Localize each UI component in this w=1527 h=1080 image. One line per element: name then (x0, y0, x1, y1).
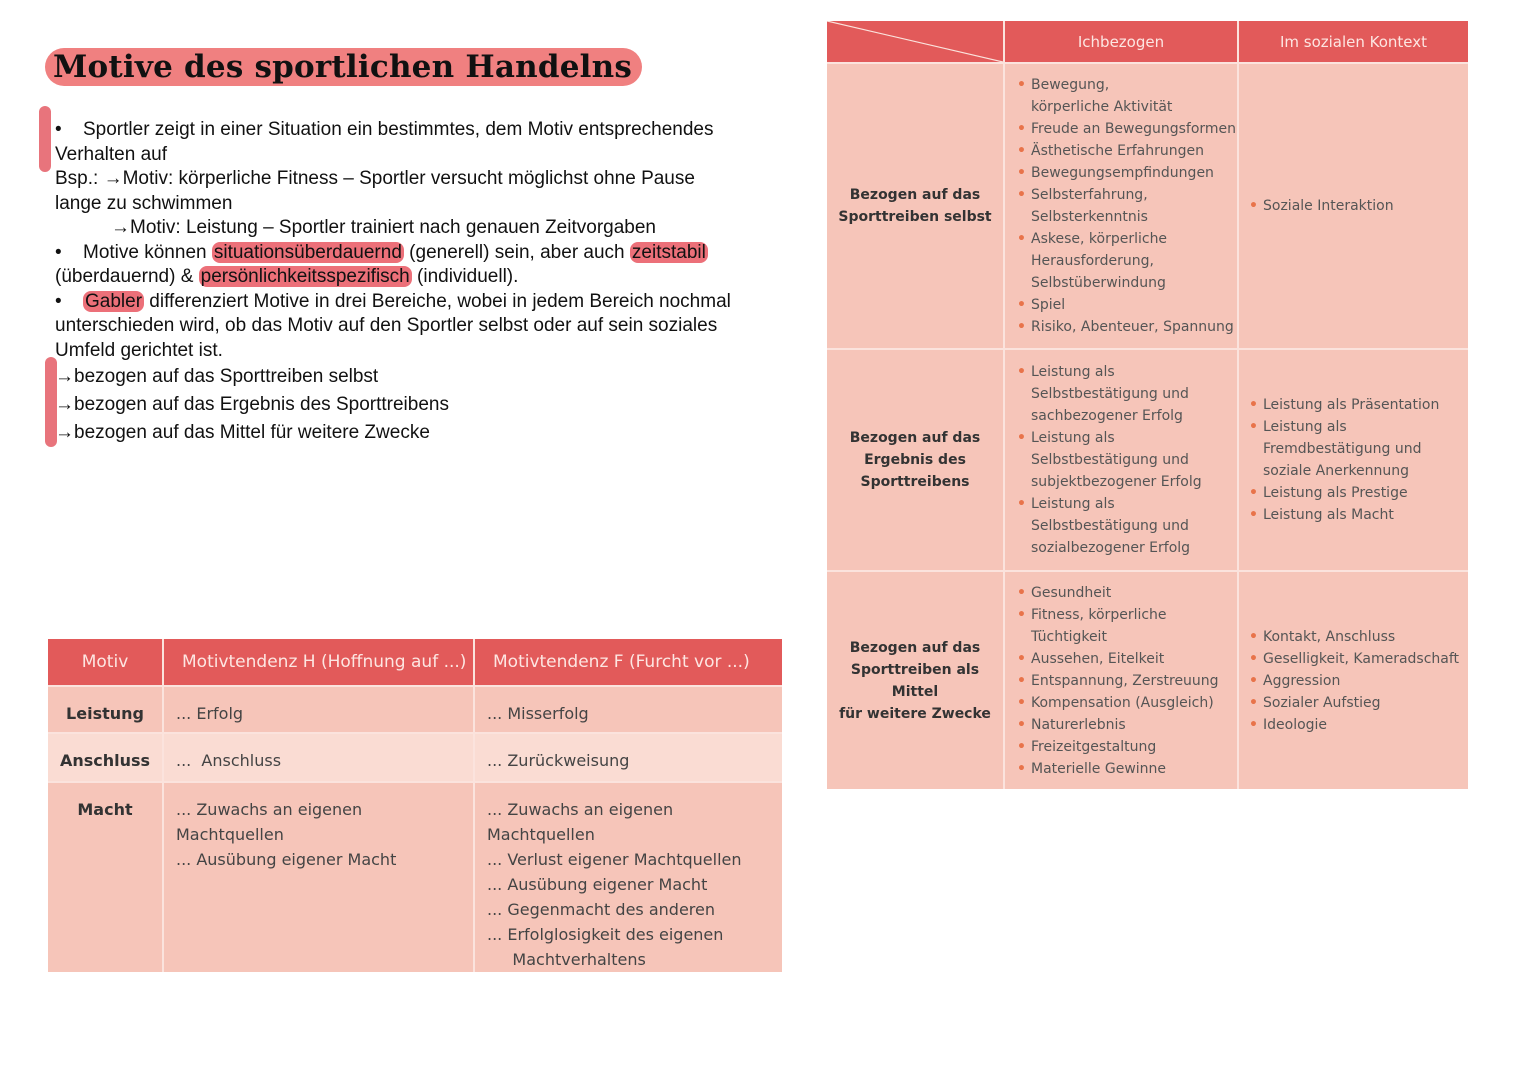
table-cell: ... Anschluss (163, 733, 474, 782)
arrow-item: →bezogen auf das Mittel für weitere Zwecke (55, 422, 430, 443)
list-item: • Leistung als Selbstbestätigung und subjektbezogener Erfolg (1017, 427, 1237, 493)
list-item: • Sozialer Aufstieg (1249, 692, 1468, 714)
list-item: • Aussehen, Eitelkeit (1017, 648, 1237, 670)
note-line: • Sportler zeigt in einer Situation ein bestimmtes, dem Motiv entsprechendes (55, 118, 785, 143)
list-item: • Risiko, Abenteuer, Spannung (1017, 316, 1237, 338)
row-header: Anschluss (48, 733, 163, 782)
table-header-row (827, 21, 1468, 63)
list-item: • Leistung als Fremdbestätigung und soziale Anerkennung (1249, 416, 1468, 482)
highlight: zeitstabil (631, 241, 706, 263)
table-row (827, 349, 1468, 571)
bullet-list (1239, 626, 1468, 736)
bullet-list (1005, 582, 1237, 780)
table-row (827, 63, 1468, 349)
list-item: • Aggression (1249, 670, 1468, 692)
column-header: Ichbezogen (1004, 21, 1238, 63)
table-cell (1004, 571, 1238, 789)
table-row (48, 686, 782, 733)
bullet-icon: • (55, 290, 62, 312)
list-item: • Fitness, körperliche Tüchtigkeit (1017, 604, 1237, 648)
column-header: Motiv (48, 639, 163, 686)
row-header: Bezogen auf das Ergebnis des Sporttreibens (827, 349, 1004, 571)
table-cell (1238, 63, 1468, 349)
list-item: • Bewegung, körperliche Aktivität (1017, 74, 1237, 118)
list-item: • Kontakt, Anschluss (1249, 626, 1468, 648)
list-item: • Leistung als Selbstbestätigung und sozialbezogener Erfolg (1017, 493, 1237, 559)
note-line: Umfeld gerichtet ist. (55, 339, 223, 361)
column-header: Motivtendenz F (Furcht vor ...) (474, 639, 782, 686)
table-cell: ... Zuwachs an eigenen Machtquellen ... Ausübung eigener Macht (163, 782, 474, 972)
row-header: Bezogen auf das Sporttreiben selbst (827, 63, 1004, 349)
list-item: • Spiel (1017, 294, 1237, 316)
list-item: • Gesundheit (1017, 582, 1237, 604)
table-row (48, 782, 782, 972)
note-line: →Motiv: Leistung – Sportler trainiert nach genauen Zeitvorgaben (111, 217, 656, 238)
notes-section (55, 118, 785, 447)
arrow-item: →bezogen auf das Ergebnis des Sporttreibens (55, 394, 449, 415)
note-line: Verhalten auf (55, 143, 167, 165)
table-cell: ... Zuwachs an eigenen Machtquellen ... Verlust eigener Machtquellen ... Ausübung eigener Macht ... Gegenmacht des anderen ... Erfolglosigkeit des eigenen Machtverhaltens (474, 782, 782, 972)
list-item: • Entspannung, Zerstreuung (1017, 670, 1237, 692)
table-cell: ... Zurückweisung (474, 733, 782, 782)
list-item: • Bewegungsempfindungen (1017, 162, 1237, 184)
list-item: • Soziale Interaktion (1249, 195, 1468, 217)
table-cell: ... Erfolg (163, 686, 474, 733)
page-title: Motive des sportlichen Handelns (53, 48, 633, 85)
title-highlight (45, 48, 642, 86)
note-line: unterschieden wird, ob das Motiv auf den Sportler selbst oder auf sein soziales (55, 315, 718, 336)
list-item: • Leistung als Macht (1249, 504, 1468, 526)
table-cell: ... Misserfolg (474, 686, 782, 733)
list-item: • Askese, körperliche Herausforderung, Selbstüberwindung (1017, 228, 1237, 294)
list-item: • Ideologie (1249, 714, 1468, 736)
corner-cell (827, 21, 1004, 63)
row-header: Macht (48, 782, 163, 972)
list-item: • Ästhetische Erfahrungen (1017, 140, 1237, 162)
bullet-list (1005, 74, 1237, 338)
table-cell (1238, 571, 1468, 789)
list-item: • Naturerlebnis (1017, 714, 1237, 736)
note-line: Bsp.: →Motiv: körperliche Fitness – Sportler versucht möglichst ohne Pause (55, 168, 695, 189)
table-cell (1004, 349, 1238, 571)
bullet-list (1005, 361, 1237, 559)
list-item: • Leistung als Prestige (1249, 482, 1468, 504)
table-cell (1004, 63, 1238, 349)
highlight: persönlichkeitsspezifisch (200, 266, 410, 287)
note-line: lange zu schwimmen (55, 192, 233, 214)
table-row (827, 571, 1468, 789)
highlight: situationsüberdauernd (213, 241, 402, 263)
bullet-icon: • (55, 119, 62, 140)
row-header: Leistung (48, 686, 163, 733)
motive-tendency-table (48, 639, 782, 972)
list-item: • Kompensation (Ausgleich) (1017, 692, 1237, 714)
list-item: • Freude an Bewegungsformen (1017, 118, 1237, 140)
gabler-motive-table (827, 21, 1468, 789)
bullet-icon: • (55, 241, 62, 263)
note-line: • Motive können situationsüberdauernd (generell) sein, aber auch zeitstabil (55, 241, 785, 266)
table-cell (1238, 349, 1468, 571)
list-item: • Freizeitgestaltung (1017, 736, 1237, 758)
column-header: Motivtendenz H (Hoffnung auf ...) (163, 639, 474, 686)
table-row (48, 733, 782, 782)
note-line: • Gabler differenziert Motive in drei Bereiche, wobei in jedem Bereich nochmal (55, 290, 785, 315)
highlight: Gabler (85, 290, 143, 312)
row-header: Bezogen auf das Sporttreiben als Mittel für weitere Zwecke (827, 571, 1004, 789)
diagonal-line (827, 21, 1003, 62)
list-item: • Geselligkeit, Kameradschaft (1249, 648, 1468, 670)
list-item: • Leistung als Präsentation (1249, 394, 1468, 416)
note-line: (überdauernd) & persönlichkeitsspezifisch (individuell). (55, 266, 519, 287)
column-header: Im sozialen Kontext (1238, 21, 1468, 63)
list-item: • Selbsterfahrung, Selbsterkenntnis (1017, 184, 1237, 228)
list-item: • Leistung als Selbstbestätigung und sachbezogener Erfolg (1017, 361, 1237, 427)
bullet-list (1239, 394, 1468, 526)
list-item: • Materielle Gewinne (1017, 758, 1237, 780)
bullet-list (1239, 195, 1468, 217)
table-header-row (48, 639, 782, 686)
side-marker-top (39, 106, 51, 172)
arrow-item: →bezogen auf das Sporttreiben selbst (55, 366, 379, 387)
